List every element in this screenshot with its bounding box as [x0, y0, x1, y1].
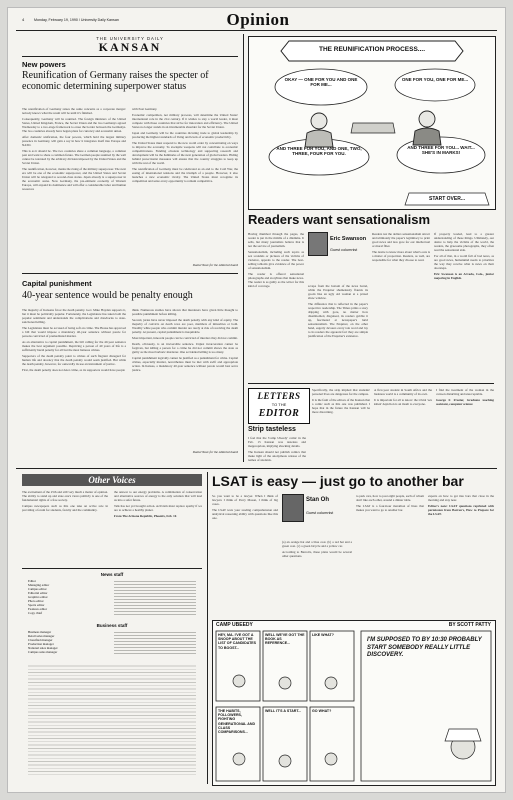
letters-logo: [248, 388, 310, 424]
comic-panel-1: HEY, MA. I'VE GOT A SNOOP ABOUT THE LIST OF CANDIDATES TO BOOST...: [218, 633, 257, 650]
cartoon-bubble-left: OKAY — ONE FOR YOU AND ONE FOR ME...: [284, 77, 358, 87]
letters-col2: Specifically, the strip implied that students' personal lives are dangerous for the campus. It is the fault of the editors of the Kansan that a comic such as this one was published. I hope that in the future the Kansan will be more discerning.: [312, 388, 370, 414]
cartoon-bubble-right: ONE FOR YOU, ONE FOR ME...: [401, 77, 469, 82]
columnist-role: Guest columnist: [330, 248, 358, 252]
lsat-columnist: [282, 494, 352, 538]
bubble-left-shape: [275, 69, 367, 105]
lsat-columnist-role: Guest columnist: [306, 511, 334, 515]
other-voices-bar: [22, 474, 202, 486]
lsat-col2: (a) an orange hat and a blue coat. (b) a red hat and a green coat. (c) a green bicycle and a yellow car. According to Barron's, these plans would be several other questions.: [282, 540, 352, 558]
cartoon-bubble-bottom-left: AND THREE FOR YOU, AND ONE, TWO, THREE, FOUR FOR YOU.: [276, 146, 362, 156]
comic-panel-5: WELL IT'S A START...: [265, 709, 302, 713]
masthead-line2: KANSAN: [98, 40, 162, 54]
lsat-col4: experts on how to get into bars that close in the morning and stay near. Editor's note: LSAT questions reprinted with permission from Barron's, How to Prepare for the LSAT.: [428, 494, 494, 516]
new-powers-col2: with East Germany. Economic competition, not military prowess, will determine the United States' international role in the 21st century. If it wishes to stay a world leader, it must compete with those countries that strive for innovation and efficiency. The United States no longer stands in an invulnerable shoulder for the Soviet Union. Japan and Germany will be the countries dictating trade to global leadership by producing the highest standards of living and levels of economic productivity. The United States must respond to the new world order by concentrating on ways to improve the economy. To stockpile weapons will not contribute to economic competitiveness. Funding obsolete technology and supporting research and development will be the hallmarks of the next generation of global leaders. Hiding behind protectionist measures will ensure that the country struggles to keep up with the rest of the world. The reunification of Germany must be celebrated as an end to the Cold War, the easing of international tensions and the triumph of a people. However, it also launches a new economic rivalry. The United States must recognize its competition and seize every opportunity to remain competitive.: [132, 107, 238, 183]
capital-col2: think. Numerous studies have shown that murderers have given little thought to possible punishment before killing. Second, juries have never imposed the death penalty with any kind of equity. The majority of convicts on death rows are poor, members of minorities or both. Wealthy white people who commit murder are rarely at risk of receiving the death penalty. At present, capital punishment is inequitable. Most important, innocent people can be convicted of murders they did not commit. Death, obviously, is an irreversible sentence. Unjust incarceration cannot be forgiven, but killing a person for a crime he did not commit shows the state as guilty as the most barbaric murderer. One accidental killing is too many. Capital punishment logically cannot be justified as a punishment for crime. Capital crimes, especially murder, nevertheless must be met with swift and appropriate action. In Kansas, a mandatory 40-year sentence without parole would best serve justice.: [132, 308, 238, 372]
new-powers-col1: The reunification of Germany raises the same concerns as a corporate merger: nobody knows what the result will be until it's finished. Consequently, Germany will be reunited. The foreign ministers of the United States, United Kingdom, France, the Soviet Union and the two Germanys agreed Wednesday to a two-stage framework to erase the border between the Germanys. The two countries already have begun plans for currency and economic union. After domestic unification, the four powers, which hold the largest military presence in Germany, will gain a say in how it integrates itself into Europe and NATO. This is as it should be. The two countries share a common language, a common past and want to share a common future. The German people reunited by the wall cannot be tolerated by the arbitrary division imposed by the United States and the Soviet Union. The reunification, however, marks the rising of the military superpower. The next era will be one of the economic superpower, and the United States and Soviet Union will be relegated to second-class status. Japan already is a superpower in the economic arena. Now Germany, the pre-eminent economy of Western Europe, will expand its dominance and will offer a considerable labor and human resources: [22, 107, 126, 191]
masthead: [22, 36, 238, 53]
bubble-right-shape: [395, 69, 475, 101]
cartoon-caption: START OVER...: [428, 196, 466, 202]
lsat-col1: So you want to be a lawyer. When I think of lawyers I think of Perry Mason, I think of big cases. The LSAT tests your reading comprehension and analytical reasoning ability with questions like this one.: [212, 494, 278, 520]
newspaper-page: [8, 8, 505, 792]
masthead-line1: THE UNIVERSITY DAILY: [96, 36, 164, 41]
letters-logo-bottom: EDITOR: [258, 408, 300, 419]
columnist-name: Eric Swanson: [330, 236, 367, 242]
right-figure: [413, 111, 441, 145]
sensationalism-col3: Readers not the dollars sensationalism attract and ultimately the paper's legitimacy to print good news and less gore for our intellectual or moral fiber. The desire to know more about what's ours is a matter of proportion. Readers, as well, are responsible for what they choose to read.: [372, 232, 430, 262]
business-staff-title: Business staff: [96, 623, 128, 628]
scott-patty-panel: I'M SUPPOSED TO BY 10:30 PROBABLY START SOMEBODY REALLY LITTLE DISCOVERY.: [367, 637, 482, 658]
business-staff-names-block: [114, 630, 196, 656]
capital-col1: The majority of Kansans favor the death penalty. Gov. Mike Hayden supports it, but it must be politically popular. Fortunately, the Legislature has taken both the popular sentiment and understands the complications and drawbacks to state-sanctioned killing. The Legislature must be accused of being soft on crime. The House has approved a bill that would impose a mandatory 40-year sentence without parole for persons convicted of premeditated murder. As an alternative to capital punishment, the bill calling for the 40-year sentence makes the best argument possible. Depriving a person of 40 years of life is a sufficiently harsh penalty for all but the most heinous crimes. Supporters of the death penalty point to crimes of such flagrant disregard for human life and decency that the death penalty would seem justified. But while the death penalty, however, for outwardly its use an instrument of justice. First, the death penalty does not deter crime, as its supporters would have people: [22, 308, 126, 372]
business-staff-list: Business manager Retail sales manager Classified manager Production manager National sales manager Campus sales manager: [28, 630, 58, 654]
sensationalism-col1: Having thumbed through the pages, the reader is put in the middle of a dilemma. It sells, but many journalists believe that is not the service of journalism. Sensationalism, including such topics as sex scandals or pictures of the victims of violence, appeals to the reader. The best-selling tabloids give evidence of the power of sensationalism. The reader is offered sensational photographs and storylines that make news. The reader is as guilty as the writer for this kind of coverage.: [248, 232, 304, 288]
lsat-columnist-photo: [282, 494, 304, 522]
other-voices-col2: the answer to our energy problems. A combination of conservation and alternative sources of energy is the only solution that will lead us into a safer future. Talk has not yet brought action. Activism must replace apathy if we are to achieve a healthy planet. From The Arizona Republic, Phoenix, Feb. 16: [114, 490, 202, 518]
comic-panel-2: WELL WE'VE GOT THE BOOK AS REFERENCE...: [265, 633, 305, 646]
news-staff-list: Editor Managing editor Campus editor Editorial editor Graphics editor Photo editor Sports editor Features editor Copy chief: [28, 579, 50, 615]
sensationalism-col4: If property loaded, lead to a greater understanding of these things. Ultimately, our desire to help the victims of the world, the readers, the gruesome photographs, they often read the sensational side. For all of that, in a world full of bad news, as are good news, humankind needs to prioritize the way they receive what is news on their doorsteps. Eric Swanson is an Arvada, Colo., junior majoring in English.: [434, 232, 494, 280]
cartoon-bubble-bottom-right: AND THREE FOR YOU... WAIT... SHE'S IN MARKS!: [407, 145, 475, 155]
capital-byline: Daniel Nave for the editorial board: [192, 450, 238, 454]
letters-logo-top: LETTERS: [257, 391, 301, 401]
other-voices-col1: The excitement of the 25th and still very much a matter of opinion. The ability to stand up and state one's views publicly is one of the fundamental rights of a free society. Campus newspapers such as this one take an active role in providing a forum for students, faculty and the community.: [22, 490, 108, 512]
lsat-col3: to park cars, how to post eight people, each of whom don't like each other, around a dinner table. The LSAT is a four-hour marathon of lines that makes you want to go to another bar.: [356, 494, 424, 512]
cartoon-banner: THE REUNIFICATION PROCESS....: [318, 46, 426, 53]
letters-col4: I find the treatment of the woman in the cartoon disturbing and unacceptable. George F. Frazier, Graduate teaching assistant, computer science: [436, 388, 494, 406]
top-rule: [16, 30, 497, 31]
section-title: Opinion: [226, 10, 290, 29]
scott-patty-title: BY SCOTT PATTY: [448, 622, 491, 628]
staff-box: [22, 568, 202, 781]
news-staff-names-block: [114, 579, 196, 617]
letters-col3: A first-year student in South Africa and the business world is a community of its own. It is important for all to know: the trivial 'sex kitten' depiction is an insult to everyone.: [374, 388, 432, 406]
comic-panel-6: GO WHAT?: [312, 709, 332, 713]
comic-panel-3: LIKE WHAT?: [312, 633, 334, 637]
comic-panel-4: THE HABITS, FOLLOWERS, FIGHTING GENERATIONAL AND CLASS COMPARISONS...: [218, 709, 256, 735]
left-figure: [305, 113, 333, 147]
folio-date-line: Monday, February 19, 1990 / University Daily Kansan: [34, 18, 119, 22]
sensationalism-col2: scrape from the bottom of the news barrel, while the Enquirer shamelessly flaunts its goods like an ugly old woman at a prized show window. The difference that is reflected in the paper's respective readership. The Times prints a story dripping with gore, no matter how disembodied, disguised, its readers gobble it up, fascinated at newspaper's lurid sensationalism. The Enquirer, on the other hand, eagerly devours every tale word and lay to its readers the apparent fact they are simple justification of the Enquirer's existence.: [308, 284, 368, 338]
cartoon-drawing: [249, 37, 495, 209]
comics-area: [212, 620, 496, 786]
lsat-columnist-name: Stan Oh: [306, 497, 330, 503]
staff-fine-print: [28, 663, 196, 775]
editorial-cartoon: [248, 36, 496, 210]
new-powers-headline: Reunification of Germany raises the specter of economic determining superpower status: [22, 70, 209, 92]
other-voices-title: Other Voices: [88, 475, 136, 485]
new-powers-byline: Daniel Nave for the editorial board: [192, 263, 238, 267]
letters-kicker: Strip tasteless: [248, 426, 296, 433]
capital-headline: 40-year sentence would be penalty enough: [22, 290, 193, 301]
letters-col1: I feel that the 'Camp Ubeedy' comic in the Feb. 15 Kansan was tasteless and inappropriate, implying shocking details. The Kansan should not publish comics that make light of the anonymous release of the names of students.: [248, 436, 306, 462]
letters-logo-mid: TO THE: [271, 402, 287, 407]
news-staff-title: News staff: [100, 572, 124, 577]
new-powers-kicker: New powers: [22, 60, 66, 69]
capital-kicker: Capital punishment: [22, 279, 92, 288]
sensationalism-headline: Readers want sensationalism: [248, 212, 431, 227]
camp-ubeedy-title: CAMP UBEEDY: [216, 622, 253, 628]
columnist-photo: [308, 232, 328, 256]
table-shape: [351, 123, 395, 133]
sensationalism-columnist: [308, 232, 368, 282]
lsat-headline: LSAT is easy — just go to another bar: [212, 473, 464, 489]
folio-page-number: 4: [22, 17, 25, 22]
